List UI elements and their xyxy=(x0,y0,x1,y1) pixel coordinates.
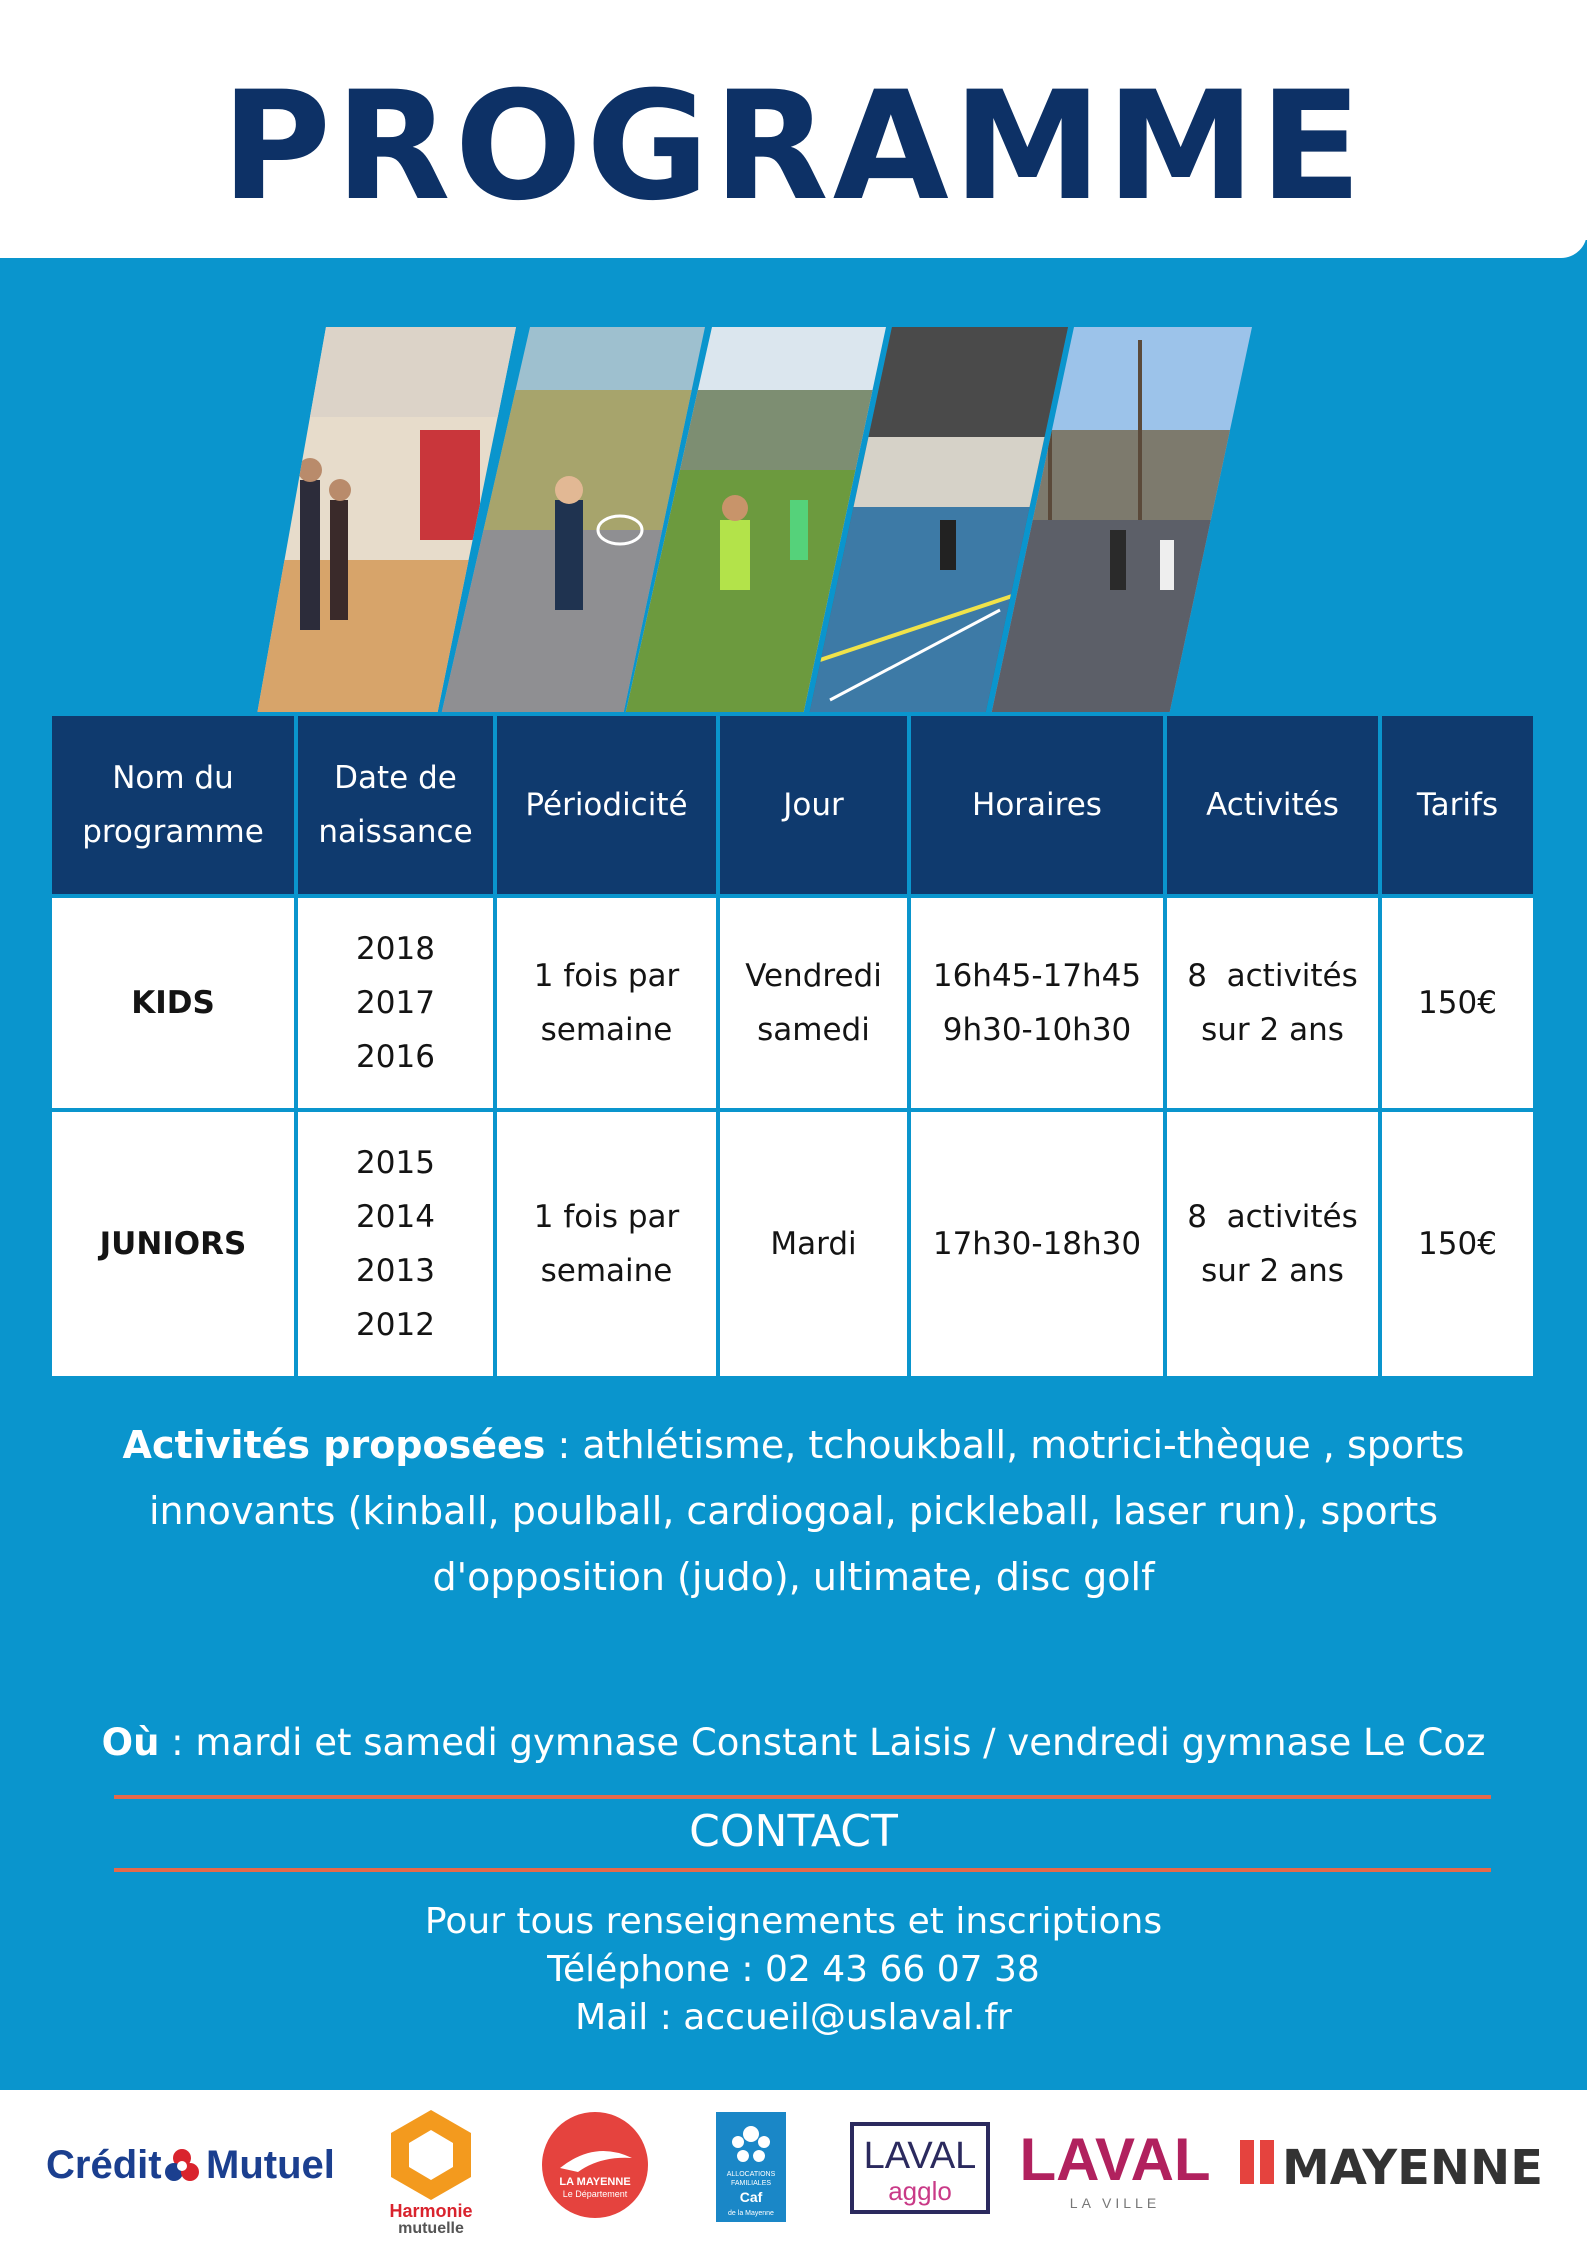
table-header-row xyxy=(50,714,1535,896)
caf-line3: Caf xyxy=(739,2189,763,2205)
header-line: programme xyxy=(82,814,264,850)
cell-line: 2016 xyxy=(356,1039,435,1075)
program-table xyxy=(48,712,1537,1380)
cell-hours xyxy=(909,1110,1165,1378)
header-line: naissance xyxy=(318,814,473,850)
cell-days xyxy=(718,1110,909,1378)
cell-line: sur 2 ans xyxy=(1201,1253,1344,1289)
laval-agglo-logo xyxy=(850,2122,990,2214)
credit-mutuel-right-text: Mutuel xyxy=(206,2143,335,2187)
sponsor-footer xyxy=(0,2090,1587,2245)
divider-top xyxy=(114,1795,1491,1799)
cell-line: 2017 xyxy=(356,985,435,1021)
laval-ville-logo xyxy=(1019,2120,1211,2216)
cell-line: 2015 xyxy=(356,1145,435,1181)
header-price xyxy=(1380,714,1535,896)
header-program-name xyxy=(50,714,296,896)
main-panel xyxy=(0,240,1587,2090)
activities-line: d'opposition (judo), ultimate, disc golf xyxy=(432,1555,1155,1599)
cell-price: 150€ xyxy=(1380,1110,1535,1378)
credit-mutuel-left-text: Crédit xyxy=(46,2143,162,2187)
cell-activities xyxy=(1165,896,1380,1110)
cell-line: 1 fois par xyxy=(533,1199,680,1235)
header-line: Date de xyxy=(334,760,457,796)
mayenne-mark-icon xyxy=(1240,2140,1254,2184)
contact-email: Mail : accueil@uslaval.fr xyxy=(575,1997,1012,2038)
page-header xyxy=(0,0,1587,258)
mayenne-text: MAYENNE xyxy=(1282,2140,1543,2196)
contact-intro: Pour tous renseignements et inscriptions xyxy=(424,1901,1163,1942)
cell-line: 2014 xyxy=(356,1199,435,1235)
page-title: PROGRAMME xyxy=(221,60,1366,234)
caf-line1: ALLOCATIONS xyxy=(726,2171,776,2178)
caf-logo xyxy=(716,2112,786,2222)
harmonie-top-text: Harmonie xyxy=(389,2201,473,2221)
cell-program-name: JUNIORS xyxy=(50,1110,296,1378)
cell-line: Mardi xyxy=(770,1226,857,1262)
header-activities xyxy=(1165,714,1380,896)
harmonie-bottom-text: mutuelle xyxy=(398,2220,464,2237)
cell-birth-years xyxy=(296,896,495,1110)
location-label: Où xyxy=(101,1721,160,1764)
header-day xyxy=(718,714,909,896)
cell-line: 2018 xyxy=(356,931,435,967)
header-line: Tarifs xyxy=(1416,787,1499,823)
header-line: Périodicité xyxy=(525,787,688,823)
cell-line: 1 fois par xyxy=(533,958,680,994)
laval-ville-bottom-text: LA VILLE xyxy=(1069,2195,1161,2211)
la-mayenne-top-text: LA MAYENNE xyxy=(559,2176,631,2188)
header-line: Horaires xyxy=(972,787,1102,823)
contact-info xyxy=(0,1898,1587,2042)
cell-program-name: KIDS xyxy=(50,896,296,1110)
caf-line4: de la Mayenne xyxy=(728,2210,774,2217)
harmonie-mutuelle-logo xyxy=(376,2105,486,2235)
photo-collage xyxy=(0,280,1587,680)
la-mayenne-bottom-text: Le Département xyxy=(562,2189,628,2199)
cell-line: 2012 xyxy=(356,1307,435,1343)
location-paragraph xyxy=(40,1710,1547,1776)
table-row-juniors xyxy=(50,1110,1535,1378)
caf-line2: FAMILIALES xyxy=(730,2180,772,2187)
cell-birth-years xyxy=(296,1110,495,1378)
activities-paragraph xyxy=(80,1412,1507,1610)
header-line: Activités xyxy=(1206,787,1339,823)
cell-frequency xyxy=(495,1110,718,1378)
header-frequency xyxy=(495,714,718,896)
cell-hours xyxy=(909,896,1165,1110)
cell-days xyxy=(718,896,909,1110)
la-mayenne-departement-logo xyxy=(540,2110,650,2220)
table-row-kids xyxy=(50,896,1535,1110)
cell-line: 8 activités xyxy=(1187,958,1358,994)
location-text: : mardi et samedi gymnase Constant Laisis / vendredi gymnase Le Coz xyxy=(159,1721,1486,1764)
cell-line: semaine xyxy=(540,1012,673,1048)
cell-line: samedi xyxy=(757,1012,870,1048)
header-line: Nom du xyxy=(112,760,234,796)
activities-line: : athlétisme, tchoukball, motrici-thèque , sports xyxy=(545,1423,1465,1467)
mayenne-logo xyxy=(1240,2130,1550,2200)
cell-line: 17h30-18h30 xyxy=(932,1226,1142,1262)
cell-price: 150€ xyxy=(1380,896,1535,1110)
header-hours xyxy=(909,714,1165,896)
cell-line: semaine xyxy=(540,1253,673,1289)
cell-line: 8 activités xyxy=(1187,1199,1358,1235)
laval-agglo-bottom-text: agglo xyxy=(888,2176,952,2206)
contact-phone: Téléphone : 02 43 66 07 38 xyxy=(547,1949,1040,1990)
credit-mutuel-logo xyxy=(46,2130,346,2200)
cell-line: sur 2 ans xyxy=(1201,1012,1344,1048)
laval-agglo-top-text: LAVAL xyxy=(863,2135,977,2177)
activities-label: Activités proposées xyxy=(122,1423,546,1467)
cell-line: 9h30-10h30 xyxy=(942,1012,1132,1048)
credit-mutuel-emblem xyxy=(165,2149,199,2181)
header-birth-date xyxy=(296,714,495,896)
contact-title: CONTACT xyxy=(689,1806,898,1857)
cell-activities xyxy=(1165,1110,1380,1378)
activities-line: innovants (kinball, poulball, cardiogoal, pickleball, laser run), sports xyxy=(148,1489,1439,1533)
divider-bottom xyxy=(114,1868,1491,1872)
cell-frequency xyxy=(495,896,718,1110)
cell-line: Vendredi xyxy=(745,958,882,994)
header-line: Jour xyxy=(783,787,844,823)
laval-ville-top-text: LAVAL xyxy=(1019,2126,1211,2193)
cell-line: 16h45-17h45 xyxy=(932,958,1142,994)
cell-line: 2013 xyxy=(356,1253,435,1289)
